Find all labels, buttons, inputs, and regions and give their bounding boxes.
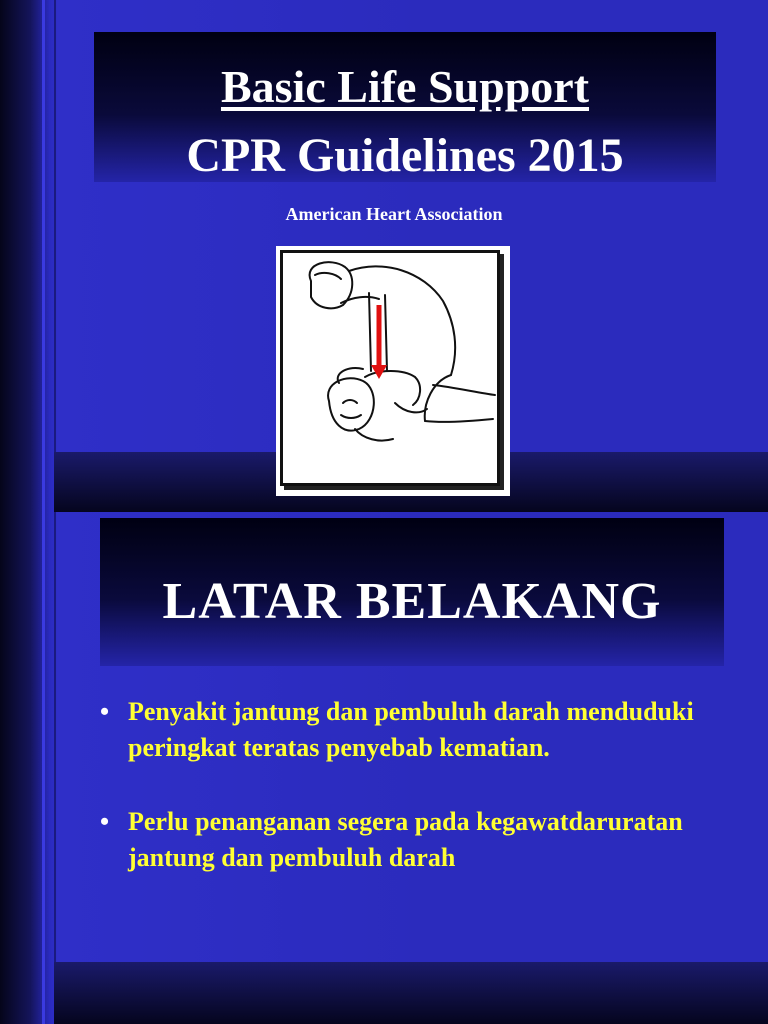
title-line-2: CPR Guidelines 2015 <box>186 129 624 182</box>
bullet-text: Perlu penanganan segera pada kegawatdaruratan jantung dan pembuluh darah <box>128 807 683 872</box>
bullet-item <box>100 804 700 876</box>
decorative-line <box>54 0 56 512</box>
bullet-icon: • <box>100 807 110 836</box>
bullet-item <box>100 694 700 766</box>
organization-label: American Heart Association <box>285 204 503 224</box>
section-heading: LATAR BELAKANG <box>162 573 662 630</box>
bullet-text: Penyakit jantung dan pembuluh darah menduduki peringkat teratas penyebab kematian. <box>128 697 694 762</box>
cpr-chest-compression-icon <box>283 253 497 483</box>
decorative-line <box>42 0 45 512</box>
bullet-list <box>100 694 700 914</box>
decorative-line <box>54 512 56 1024</box>
slide-2 <box>0 512 768 1024</box>
title-line-1: Basic Life Support <box>220 61 590 112</box>
bottom-band <box>54 962 768 1024</box>
decorative-line <box>42 512 45 1024</box>
bullet-icon: • <box>100 697 110 726</box>
cpr-illustration <box>276 246 510 496</box>
